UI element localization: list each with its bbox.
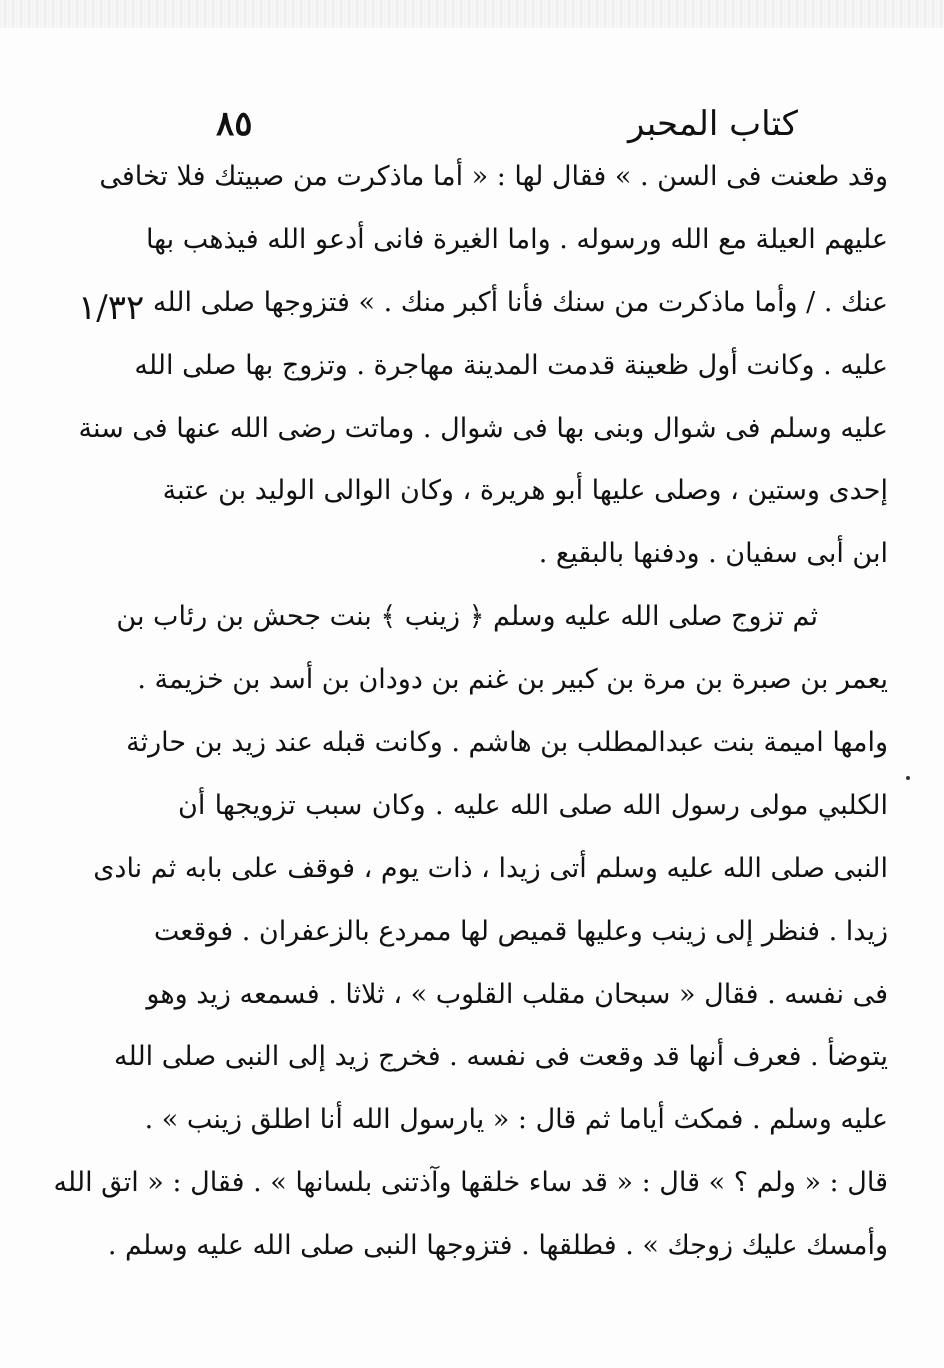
text-line: وامها اميمة بنت عبدالمطلب بن هاشم . وكانت قبله عند زيد بن حارثة <box>126 727 888 759</box>
margin-reference: ١/٣٢ <box>78 288 145 328</box>
text-line: عليهم العيلة مع الله ورسوله . واما الغيرة فانى أدعو الله فيذهب بها <box>145 223 888 255</box>
text-line: الكلبي مولى رسول الله صلى الله عليه . وكان سبب تزويجها أن <box>178 789 888 821</box>
text-line: وأمسك عليك زوجك » . فطلقها . فتزوجها النبى صلى الله عليه وسلم . <box>107 1230 888 1262</box>
text-line: ابن أبى سفيان . ودفنها بالبقيع . <box>538 538 888 570</box>
scan-edge-noise <box>0 0 944 28</box>
text-line: النبى صلى الله عليه وسلم أتى زيدا ، ذات يوم ، فوقف على بابه ثم نادى <box>93 852 888 884</box>
text-line: عليه . وكانت أول ظعينة قدمت المدينة مهاجرة . وتزوج بها صلى الله <box>134 349 888 381</box>
ink-speck <box>906 776 910 780</box>
text-line: فى نفسه . فقال « سبحان مقلب القلوب » ، ثلاثا . فسمعه زيد وهو <box>146 978 888 1010</box>
text-line: قال : « ولم ؟ » قال : « قد ساء خلقها وآذتنى بلسانها » . فقال : « اتق الله <box>53 1167 888 1199</box>
text-line: ثم تزوج صلى الله عليه وسلم ﴿ زينب ﴾ بنت جحش بن رئاب بن <box>116 601 818 633</box>
text-line: عنك . / وأما ماذكرت من سنك فأنا أكبر منك . » فتزوجها صلى الله <box>152 286 888 318</box>
text-line: زيدا . فنظر إلى زينب وعليها قميص لها ممردع بالزعفران . فوقعت <box>153 915 888 947</box>
text-line: يتوضأ . فعرف أنها قد وقعت فى نفسه . فخرج زيد إلى النبى صلى الله <box>114 1041 888 1073</box>
running-title: كتاب المحبر <box>627 104 798 144</box>
text-line: عليه وسلم . فمكث أياما ثم قال : « يارسول الله أنا اطلق زينب » . <box>144 1104 888 1136</box>
page-number: ٨٥ <box>216 104 253 144</box>
text-line: عليه وسلم فى شوال وبنى بها فى شوال . وماتت رضى الله عنها فى سنة <box>78 412 888 444</box>
text-line: يعمر بن صبرة بن مرة بن كبير بن غنم بن دودان بن أسد بن خزيمة . <box>137 664 888 696</box>
text-line: إحدى وستين ، وصلى عليها أبو هريرة ، وكان الوالى الوليد بن عتبة <box>162 475 888 507</box>
text-line: وقد طعنت فى السن . » فقال لها : « أما ماذكرت من صبيتك فلا تخافى <box>99 161 888 192</box>
